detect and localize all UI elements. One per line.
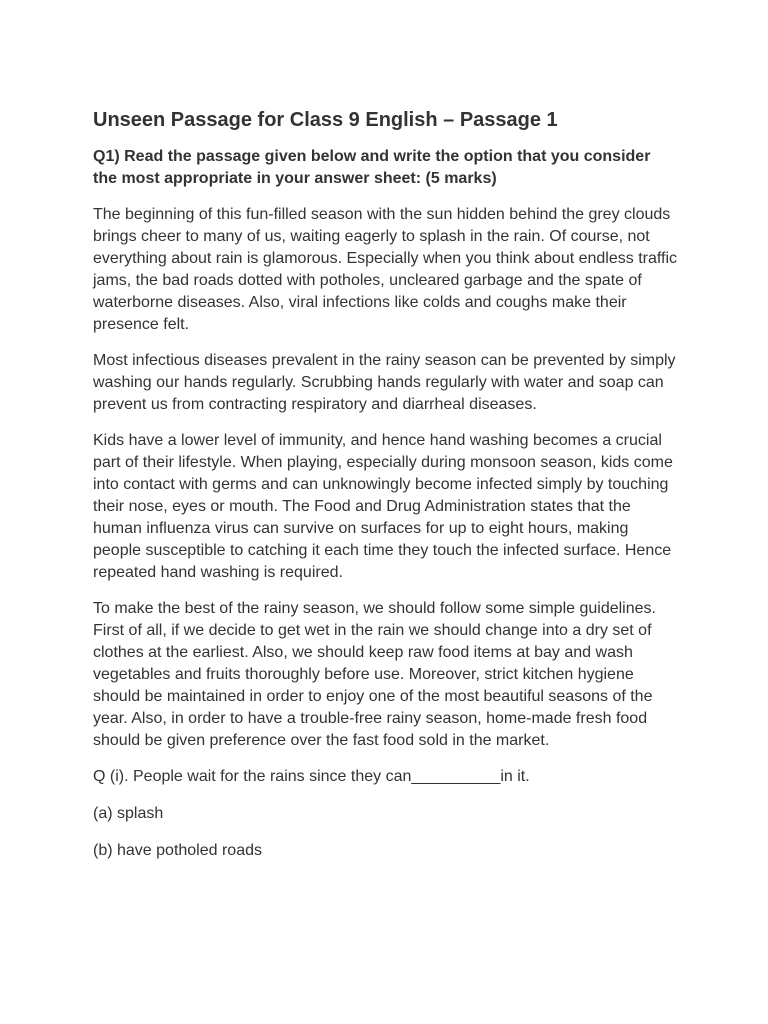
passage-paragraph-2: Most infectious diseases prevalent in the rainy season can be prevented by simply washing our hands regularly. Scrubbing hands regularly with water and soap can prevent us from contracting respiratory and diarrheal diseases. <box>93 352 676 413</box>
passage-paragraph-3: Kids have a lower level of immunity, and hence hand washing becomes a crucial part of their lifestyle. When playing, especially during monsoon season, kids come into contact with germs and can unknowingly become infected simply by touching their nose, eyes or mouth. The Food and Drug Administration states that the human influenza virus can survive on surfaces for up to eight hours, making people susceptible to catching it each time they touch the infected surface. Hence repeated hand washing is required. <box>93 432 673 581</box>
option-b: (b) have potholed roads <box>93 842 262 859</box>
question-heading: Q1) Read the passage given below and write the option that you consider the most appropriate in your answer sheet: (5 marks) <box>93 148 651 187</box>
passage-paragraph-1: The beginning of this fun-filled season with the sun hidden behind the grey clouds brings cheer to many of us, waiting eagerly to splash in the rain. Of course, not everything about rain is glamorous. Especially when you think about endless traffic jams, the bad roads dotted with potholes, uncleared garbage and the spate of waterborne diseases. Also, viral infections like colds and coughs make their presence felt. <box>93 206 678 333</box>
passage-title: Unseen Passage for Class 9 English – Passage 1 <box>93 109 558 131</box>
passage-paragraph-4: To make the best of the rainy season, we should follow some simple guidelines. First of all, if we decide to get wet in the rain we should change into a dry set of clothes at the earliest. Also, we should keep raw food items at bay and wash vegetables and fruits thoroughly before use. Moreover, strict kitchen hygiene should be maintained in order to enjoy one of the most beautiful seasons of the year. Also, in order to have a trouble-free rainy season, home-made fresh food should be given preference over the fast food sold in the market. <box>93 600 656 749</box>
option-a: (a) splash <box>93 805 164 822</box>
question-text: Q (i). People wait for the rains since they can__________in it. <box>93 768 530 785</box>
